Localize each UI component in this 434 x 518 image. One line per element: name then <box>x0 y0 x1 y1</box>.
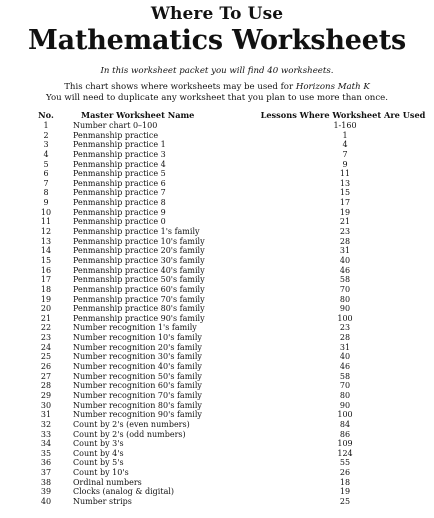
row-worksheet-name: Number recognition 20's family <box>73 342 202 352</box>
row-lessons: 26 <box>339 468 351 478</box>
table-row <box>0 246 434 256</box>
row-lessons: 23 <box>339 323 351 333</box>
table-row <box>0 343 434 353</box>
row-number: 33 <box>40 429 52 439</box>
table-row <box>0 458 434 468</box>
row-worksheet-name: Penmanship practice 20's family <box>73 246 205 256</box>
row-lessons: 90 <box>339 400 351 410</box>
row-lessons: 58 <box>339 275 351 285</box>
row-number: 3 <box>43 140 49 150</box>
table-row <box>0 333 434 343</box>
row-worksheet-name: Penmanship practice 30's family <box>73 255 205 265</box>
row-number: 4 <box>43 149 49 159</box>
row-worksheet-name: Penmanship practice 8 <box>73 198 166 208</box>
table-row <box>0 391 434 401</box>
row-number: 40 <box>40 496 52 506</box>
row-lessons: 31 <box>339 342 351 352</box>
table-row <box>0 188 434 198</box>
row-number: 2 <box>43 130 49 140</box>
table-row <box>0 237 434 247</box>
row-worksheet-name: Number recognition 50's family <box>73 371 202 381</box>
row-lessons: 80 <box>339 390 351 400</box>
row-number: 22 <box>40 323 52 333</box>
row-lessons: 9 <box>342 159 348 169</box>
table-row <box>0 150 434 160</box>
table-row <box>0 381 434 391</box>
row-number: 34 <box>40 439 52 449</box>
table-row <box>0 352 434 362</box>
row-number: 39 <box>40 487 52 497</box>
row-lessons: 28 <box>339 333 351 343</box>
table-row <box>0 208 434 218</box>
row-worksheet-name: Penmanship practice 10's family <box>73 236 205 246</box>
row-lessons: 58 <box>339 371 351 381</box>
row-number: 27 <box>40 371 52 381</box>
row-worksheet-name: Count by 10's <box>73 468 129 478</box>
row-worksheet-name: Count by 2's (even numbers) <box>73 419 190 429</box>
table-row <box>0 304 434 314</box>
row-lessons: 21 <box>339 217 351 227</box>
row-worksheet-name: Number recognition 80's family <box>73 400 202 410</box>
description-line-1 <box>0 82 434 93</box>
row-worksheet-name: Penmanship practice 6 <box>73 178 166 188</box>
row-number: 18 <box>40 284 52 294</box>
row-lessons: 4 <box>342 140 348 150</box>
row-number: 6 <box>43 169 49 179</box>
row-worksheet-name: Penmanship practice <box>73 130 159 140</box>
row-worksheet-name: Count by 3's <box>73 439 124 449</box>
table-row <box>0 285 434 295</box>
table-row <box>0 295 434 305</box>
row-worksheet-name: Count by 4's <box>73 448 124 458</box>
row-worksheet-name: Penmanship practice 1 <box>73 140 166 150</box>
row-worksheet-name: Ordinal numbers <box>73 477 142 487</box>
row-worksheet-name: Penmanship practice 7 <box>73 188 166 198</box>
row-number: 5 <box>43 159 49 169</box>
row-lessons: 84 <box>339 419 351 429</box>
row-number: 10 <box>40 207 52 217</box>
row-worksheet-name: Penmanship practice 80's family <box>73 304 205 314</box>
table-row <box>0 198 434 208</box>
row-lessons: 70 <box>339 284 351 294</box>
row-lessons: 7 <box>342 149 348 159</box>
table-row <box>0 468 434 478</box>
row-lessons: 13 <box>339 178 351 188</box>
row-worksheet-name: Number recognition 90's family <box>73 410 202 420</box>
table-row <box>0 160 434 170</box>
row-lessons: 46 <box>339 362 351 372</box>
table-row <box>0 131 434 141</box>
row-number: 7 <box>43 178 49 188</box>
row-worksheet-name: Number recognition 10's family <box>73 333 202 343</box>
table-row <box>0 430 434 440</box>
row-worksheet-name: Penmanship practice 0 <box>73 217 166 227</box>
row-worksheet-name: Penmanship practice 1's family <box>73 227 200 237</box>
row-number: 15 <box>40 255 52 265</box>
row-lessons: 40 <box>339 255 351 265</box>
table-row <box>0 256 434 266</box>
row-lessons: 15 <box>339 188 351 198</box>
row-worksheet-name: Penmanship practice 5 <box>73 169 166 179</box>
row-worksheet-name: Number chart 0–100 <box>73 121 158 130</box>
row-worksheet-name: Clocks (analog & digital) <box>73 487 175 497</box>
row-number: 11 <box>40 217 52 227</box>
table-row <box>0 227 434 237</box>
table-row <box>0 497 434 507</box>
row-lessons: 55 <box>339 458 351 468</box>
row-number: 20 <box>40 304 52 314</box>
header-number: No. <box>38 110 54 120</box>
row-worksheet-name: Number recognition 30's family <box>73 352 202 362</box>
table-row <box>0 478 434 488</box>
row-number: 17 <box>40 275 52 285</box>
table-row <box>0 449 434 459</box>
row-number: 25 <box>40 352 52 362</box>
row-number: 13 <box>40 236 52 246</box>
table-row <box>0 314 434 324</box>
row-number: 32 <box>40 419 52 429</box>
table-row <box>0 439 434 449</box>
worksheet-table <box>0 121 434 507</box>
row-lessons: 100 <box>337 313 353 323</box>
row-worksheet-name: Number strips <box>73 496 132 506</box>
page-title-main: Mathematics Worksheets <box>27 25 407 56</box>
row-worksheet-name: Number recognition 1's family <box>73 323 197 333</box>
table-row <box>0 169 434 179</box>
row-lessons: 90 <box>339 304 351 314</box>
row-worksheet-name: Penmanship practice 9 <box>73 207 166 217</box>
row-lessons: 70 <box>339 381 351 391</box>
row-lessons: 17 <box>339 198 351 208</box>
page-title-small: Where To Use <box>150 4 284 24</box>
row-lessons: 124 <box>337 448 353 458</box>
row-lessons: 25 <box>339 496 351 506</box>
row-number: 24 <box>40 342 52 352</box>
table-row <box>0 217 434 227</box>
row-number: 8 <box>43 188 49 198</box>
description-prefix: This chart shows where worksheets may be used for <box>64 82 296 92</box>
row-number: 19 <box>40 294 52 304</box>
row-lessons: 1-160 <box>333 121 357 130</box>
row-lessons: 31 <box>339 246 351 256</box>
table-row <box>0 121 434 131</box>
row-worksheet-name: Penmanship practice 4 <box>73 159 166 169</box>
row-number: 21 <box>40 313 52 323</box>
row-lessons: 109 <box>337 439 353 449</box>
row-lessons: 80 <box>339 294 351 304</box>
row-worksheet-name: Count by 5's <box>73 458 124 468</box>
row-number: 37 <box>40 468 52 478</box>
row-number: 35 <box>40 448 52 458</box>
row-lessons: 86 <box>339 429 351 439</box>
row-number: 28 <box>40 381 52 391</box>
row-worksheet-name: Penmanship practice 90's family <box>73 313 205 323</box>
row-number: 30 <box>40 400 52 410</box>
row-number: 14 <box>40 246 52 256</box>
intro-text: In this worksheet packet you will find 40 worksheets. <box>100 66 334 76</box>
header-lessons-used: Lessons Where Worksheet Are Used <box>260 110 426 120</box>
row-lessons: 11 <box>339 169 351 179</box>
table-row <box>0 372 434 382</box>
row-worksheet-name: Number recognition 70's family <box>73 390 202 400</box>
row-number: 31 <box>40 410 52 420</box>
row-number: 38 <box>40 477 52 487</box>
row-lessons: 18 <box>339 477 351 487</box>
row-worksheet-name: Penmanship practice 70's family <box>73 294 205 304</box>
table-header-row <box>0 110 434 121</box>
row-worksheet-name: Penmanship practice 50's family <box>73 275 205 285</box>
table-row <box>0 323 434 333</box>
row-lessons: 40 <box>339 352 351 362</box>
row-number: 12 <box>40 227 52 237</box>
row-lessons: 46 <box>339 265 351 275</box>
row-lessons: 19 <box>339 207 351 217</box>
row-lessons: 23 <box>339 227 351 237</box>
row-worksheet-name: Number recognition 40's family <box>73 362 202 372</box>
table-row <box>0 487 434 497</box>
table-row <box>0 275 434 285</box>
table-row <box>0 420 434 430</box>
row-number: 16 <box>40 265 52 275</box>
row-number: 29 <box>40 390 52 400</box>
row-worksheet-name: Penmanship practice 3 <box>73 149 166 159</box>
description-emphasis: Horizons Math K <box>295 82 370 92</box>
row-lessons: 100 <box>337 410 353 420</box>
table-row <box>0 140 434 150</box>
table-row <box>0 401 434 411</box>
row-lessons: 19 <box>339 487 351 497</box>
header-worksheet-name: Master Worksheet Name <box>81 110 195 120</box>
row-worksheet-name: Number recognition 60's family <box>73 381 202 391</box>
table-row <box>0 410 434 420</box>
row-worksheet-name: Penmanship practice 60's family <box>73 284 205 294</box>
row-number: 23 <box>40 333 52 343</box>
row-number: 36 <box>40 458 52 468</box>
row-number: 9 <box>43 198 49 208</box>
row-worksheet-name: Count by 2's (odd numbers) <box>73 429 186 439</box>
table-row <box>0 179 434 189</box>
row-lessons: 1 <box>342 130 348 140</box>
row-lessons: 28 <box>339 236 351 246</box>
description-line-2: You will need to duplicate any worksheet that you plan to use more than once. <box>46 93 388 103</box>
row-worksheet-name: Penmanship practice 40's family <box>73 265 205 275</box>
table-row <box>0 362 434 372</box>
row-number: 26 <box>40 362 52 372</box>
table-row <box>0 266 434 276</box>
row-number: 1 <box>43 121 49 130</box>
